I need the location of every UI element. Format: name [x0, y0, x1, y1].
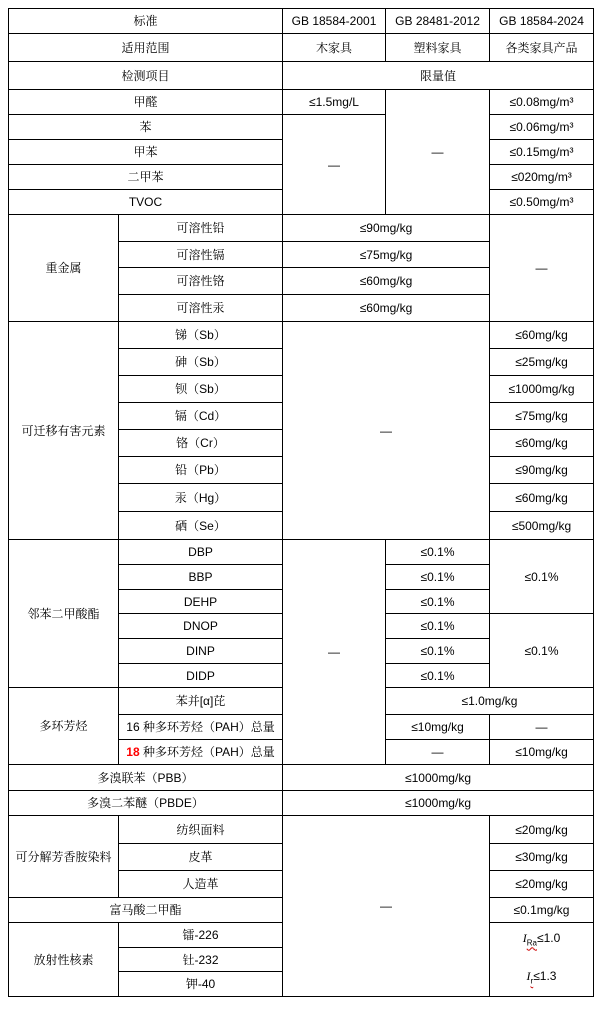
item-phthalate: DIDP — [119, 664, 283, 688]
item-migratable: 砷（Sb） — [119, 349, 283, 376]
value-azo-2024: ≤30mg/kg — [490, 844, 594, 871]
header-row-scope — [9, 34, 594, 62]
row-migratable-1 — [9, 322, 594, 349]
row-phthalate-1 — [9, 540, 594, 565]
item-phthalate: DINP — [119, 639, 283, 664]
dash-migratable-old: — — [283, 322, 490, 540]
row-formaldehyde — [9, 90, 594, 115]
value-phthalate-2012: ≤0.1% — [386, 590, 490, 614]
item-phthalate: DBP — [119, 540, 283, 565]
row-heavy-metal-1 — [9, 215, 594, 242]
dash-voc-2001: — — [283, 115, 386, 215]
value-phthalate-group1-2024: ≤0.1% — [490, 540, 594, 614]
value-migratable-2024: ≤1000mg/kg — [490, 376, 594, 403]
item-azo: 纺织面料 — [119, 816, 283, 844]
value-migratable-2024: ≤500mg/kg — [490, 512, 594, 540]
value-phthalate-2012: ≤0.1% — [386, 664, 490, 688]
value-pah-18-2012: — — [386, 740, 490, 765]
value-phthalate-2012: ≤0.1% — [386, 614, 490, 639]
value-migratable-2024: ≤60mg/kg — [490, 322, 594, 349]
value-tvoc-2024: ≤0.50mg/m³ — [490, 190, 594, 215]
row-benzene — [9, 115, 594, 140]
item-pbb: 多溴联苯（PBB） — [9, 765, 283, 791]
item-heavy-metal: 可溶性铅 — [119, 215, 283, 242]
dash-bottom-old: — — [283, 816, 490, 997]
item-migratable: 镉（Cd） — [119, 403, 283, 430]
header-gb2001: GB 18584-2001 — [283, 9, 386, 34]
value-formaldehyde-2024: ≤0.08mg/m³ — [490, 90, 594, 115]
value-benzene-2024: ≤0.06mg/m³ — [490, 115, 594, 140]
group-radio: 放射性核素 — [9, 923, 119, 997]
radio-ira-sub: Ra — [526, 938, 537, 948]
dash-heavy-metals-2024: — — [490, 215, 594, 322]
value-formaldehyde-2001: ≤1.5mg/L — [283, 90, 386, 115]
item-migratable: 铅（Pb） — [119, 457, 283, 484]
value-pah-18-2024: ≤10mg/kg — [490, 740, 594, 765]
item-migratable: 锑（Sb） — [119, 322, 283, 349]
header-gb2012: GB 28481-2012 — [386, 9, 490, 34]
value-heavy-metal: ≤90mg/kg — [283, 215, 490, 242]
value-pbb: ≤1000mg/kg — [283, 765, 594, 791]
header-gb2024: GB 18584-2024 — [490, 9, 594, 34]
header-scope-2001: 木家具 — [283, 34, 386, 62]
row-pbb — [9, 765, 594, 791]
item-radio: 镭-226 — [119, 923, 283, 948]
value-migratable-2024: ≤90mg/kg — [490, 457, 594, 484]
header-scope-label: 适用范围 — [9, 34, 283, 62]
value-pah-16-2012: ≤10mg/kg — [386, 715, 490, 740]
value-phthalate-group2-2024: ≤0.1% — [490, 614, 594, 688]
value-phthalate-2012: ≤0.1% — [386, 639, 490, 664]
value-radio-2024 — [490, 923, 594, 997]
header-scope-2012: 塑料家具 — [386, 34, 490, 62]
item-phthalate: BBP — [119, 565, 283, 590]
value-heavy-metal: ≤60mg/kg — [283, 295, 490, 322]
item-migratable: 铬（Cr） — [119, 430, 283, 457]
value-toluene-2024: ≤0.15mg/m³ — [490, 140, 594, 165]
value-azo-2024: ≤20mg/kg — [490, 816, 594, 844]
group-azo: 可分解芳香胺染料 — [9, 816, 119, 898]
radio-ir-symbol: I — [526, 968, 531, 983]
item-heavy-metal: 可溶性镉 — [119, 242, 283, 268]
value-migratable-2024: ≤60mg/kg — [490, 430, 594, 457]
item-heavy-metal: 可溶性铬 — [119, 268, 283, 295]
radio-ira-line — [492, 929, 591, 952]
item-pah-bap: 苯并[α]芘 — [119, 688, 283, 715]
header-row-standard — [9, 9, 594, 34]
radio-ir-line — [492, 967, 591, 990]
header-items-label: 检测项目 — [9, 62, 283, 90]
item-pbde: 多溴二苯醚（PBDE） — [9, 791, 283, 816]
pah-18-label: 种多环芳烃（PAH）总量 — [139, 745, 275, 759]
item-pah-18 — [119, 740, 283, 765]
item-benzene: 苯 — [9, 115, 283, 140]
header-limit-label: 限量值 — [283, 62, 594, 90]
item-dmf: 富马酸二甲酯 — [9, 898, 283, 923]
value-phthalate-2012: ≤0.1% — [386, 540, 490, 565]
value-azo-2024: ≤20mg/kg — [490, 871, 594, 898]
value-heavy-metal: ≤60mg/kg — [283, 268, 490, 295]
value-pah-16-2024: — — [490, 715, 594, 740]
dash-voc-2012: — — [386, 90, 490, 215]
group-phthalates: 邻苯二甲酸酯 — [9, 540, 119, 688]
item-phthalate: DEHP — [119, 590, 283, 614]
value-heavy-metal: ≤75mg/kg — [283, 242, 490, 268]
dash-2001-large: — — [283, 540, 386, 765]
value-phthalate-2012: ≤0.1% — [386, 565, 490, 590]
value-migratable-2024: ≤60mg/kg — [490, 484, 594, 512]
item-radio: 钾-40 — [119, 972, 283, 997]
item-formaldehyde: 甲醛 — [9, 90, 283, 115]
radio-ira-value: ≤1.0 — [536, 931, 561, 946]
group-heavy-metals: 重金属 — [9, 215, 119, 322]
value-pbde: ≤1000mg/kg — [283, 791, 594, 816]
value-migratable-2024: ≤25mg/kg — [490, 349, 594, 376]
item-azo: 皮革 — [119, 844, 283, 871]
item-migratable: 硒（Se） — [119, 512, 283, 540]
item-migratable: 汞（Hg） — [119, 484, 283, 512]
item-pah-16: 16 种多环芳烃（PAH）总量 — [119, 715, 283, 740]
item-toluene: 甲苯 — [9, 140, 283, 165]
item-tvoc: TVOC — [9, 190, 283, 215]
row-azo-1 — [9, 816, 594, 844]
header-row-items — [9, 62, 594, 90]
header-scope-2024: 各类家具产品 — [490, 34, 594, 62]
value-dmf-2024: ≤0.1mg/kg — [490, 898, 594, 923]
value-xylene-2024: ≤020mg/m³ — [490, 165, 594, 190]
item-heavy-metal: 可溶性汞 — [119, 295, 283, 322]
radio-ir-sub: r — [530, 975, 534, 985]
furniture-standard-table — [8, 8, 594, 997]
group-pah: 多环芳烃 — [9, 688, 119, 765]
radio-ir-value: ≤1.3 — [533, 968, 557, 983]
row-pbde — [9, 791, 594, 816]
value-migratable-2024: ≤75mg/kg — [490, 403, 594, 430]
header-standard-label: 标准 — [9, 9, 283, 34]
item-azo: 人造革 — [119, 871, 283, 898]
pah-18-number: 18 — [126, 745, 140, 759]
item-migratable: 钡（Sb） — [119, 376, 283, 403]
radio-ira-symbol: I — [522, 931, 527, 946]
item-xylene: 二甲苯 — [9, 165, 283, 190]
item-radio: 钍-232 — [119, 948, 283, 972]
item-phthalate: DNOP — [119, 614, 283, 639]
value-pah-bap: ≤1.0mg/kg — [386, 688, 594, 715]
group-migratable: 可迁移有害元素 — [9, 322, 119, 540]
